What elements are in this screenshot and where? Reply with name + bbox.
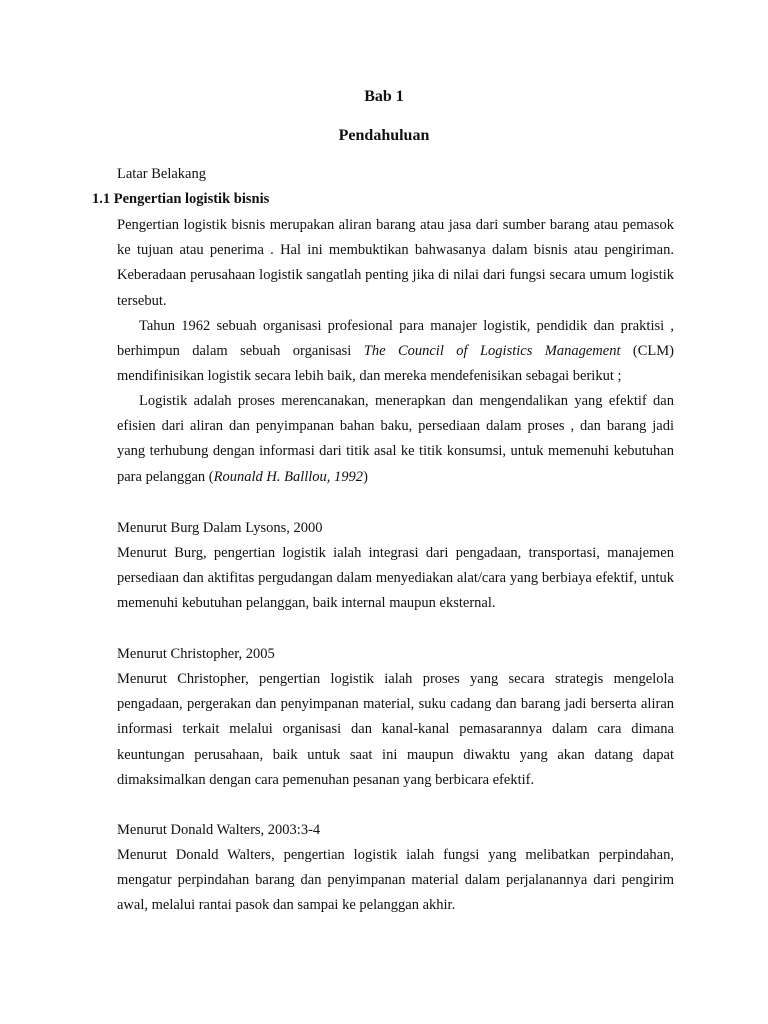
paragraph-intro: Pengertian logistik bisnis merupakan aliran barang atau jasa dari sumber barang atau pemasok ke tujuan atau penerima . Hal ini membuktikan bahwasanya dalam bisnis atau pengiriman. Keberadaan perusahaan logistik sangatlah penting jika di nilai dari fungsi secara umum logistik tersebut. [117,217,674,309]
paragraph-definition-text: Logistik adalah proses merencanakan, menerapkan dan mengendalikan yang efektif dan efisien dari aliran dan penyimpanan bahan baku, persediaan dalam proses , dan barang jadi yang terhubung dengan informasi dari titik asal ke titik konsumsi, untuk memenuhi kebutuhan para pelanggan ( [117,393,674,485]
paragraph-clm-org: The Council of Logistics Management [363,343,621,360]
section-heading: 1.1 Pengertian logistik bisnis [92,191,270,207]
christopher-heading: Menurut Christopher, 2005 [117,646,275,662]
paragraph-definition-citation: Rounald H. Balllou, 1992 [213,468,364,485]
paragraph-clm-text-2: (CLM) mendifinisikan logistik secara lebih baik, dan mereka mendefenisikan sebagai berikut ; [117,343,675,385]
paragraph-clm [117,314,674,390]
burg-paragraph: Menurut Burg, pengertian logistik ialah integrasi dari pengadaan, transportasi, manajemen persediaan dan aktifitas pergudangan dalam menyediakan alat/cara yang berbiaya efektif, untuk memenuhi kebutuhan pelanggan, baik internal maupun eksternal. [117,545,674,612]
chapter-number: Bab 1 [364,88,404,105]
chapter-title: Pendahuluan [338,127,430,144]
burg-heading: Menurut Burg Dalam Lysons, 2000 [117,520,323,536]
walters-heading: Menurut Donald Walters, 2003:3-4 [117,822,321,838]
paragraph-clm-text-1: Tahun 1962 sebuah organisasi profesional para manajer logistik, pendidik dan praktisi , berhimpun dalam sebuah organisasi [117,318,674,360]
walters-paragraph: Menurut Donald Walters, pengertian logistik ialah fungsi yang melibatkan perpindahan, mengatur perpindahan barang dan penyimpanan material dalam perjalanannya dari pengirim awal, melalui rantai pasok dan sampai ke pelanggan akhir. [117,847,674,914]
subheading: Latar Belakang [117,166,206,182]
paragraph-definition [117,389,674,490]
christopher-paragraph: Menurut Christopher, pengertian logistik ialah proses yang secara strategis mengelola pengadaan, pergerakan dan penyimpanan material, suku cadang dan barang jadi berserta aliran informasi terkait melalui organisasi dan kanal-kanal pemasarannya dalam cara dimana keuntungan perusahaan, baik untuk saat ini maupun diwaktu yang akan datang dapat dimaksimalkan dengan cara pemenuhan pesanan yang berbicara efektif. [117,671,674,788]
paragraph-definition-close: ) [363,468,368,485]
